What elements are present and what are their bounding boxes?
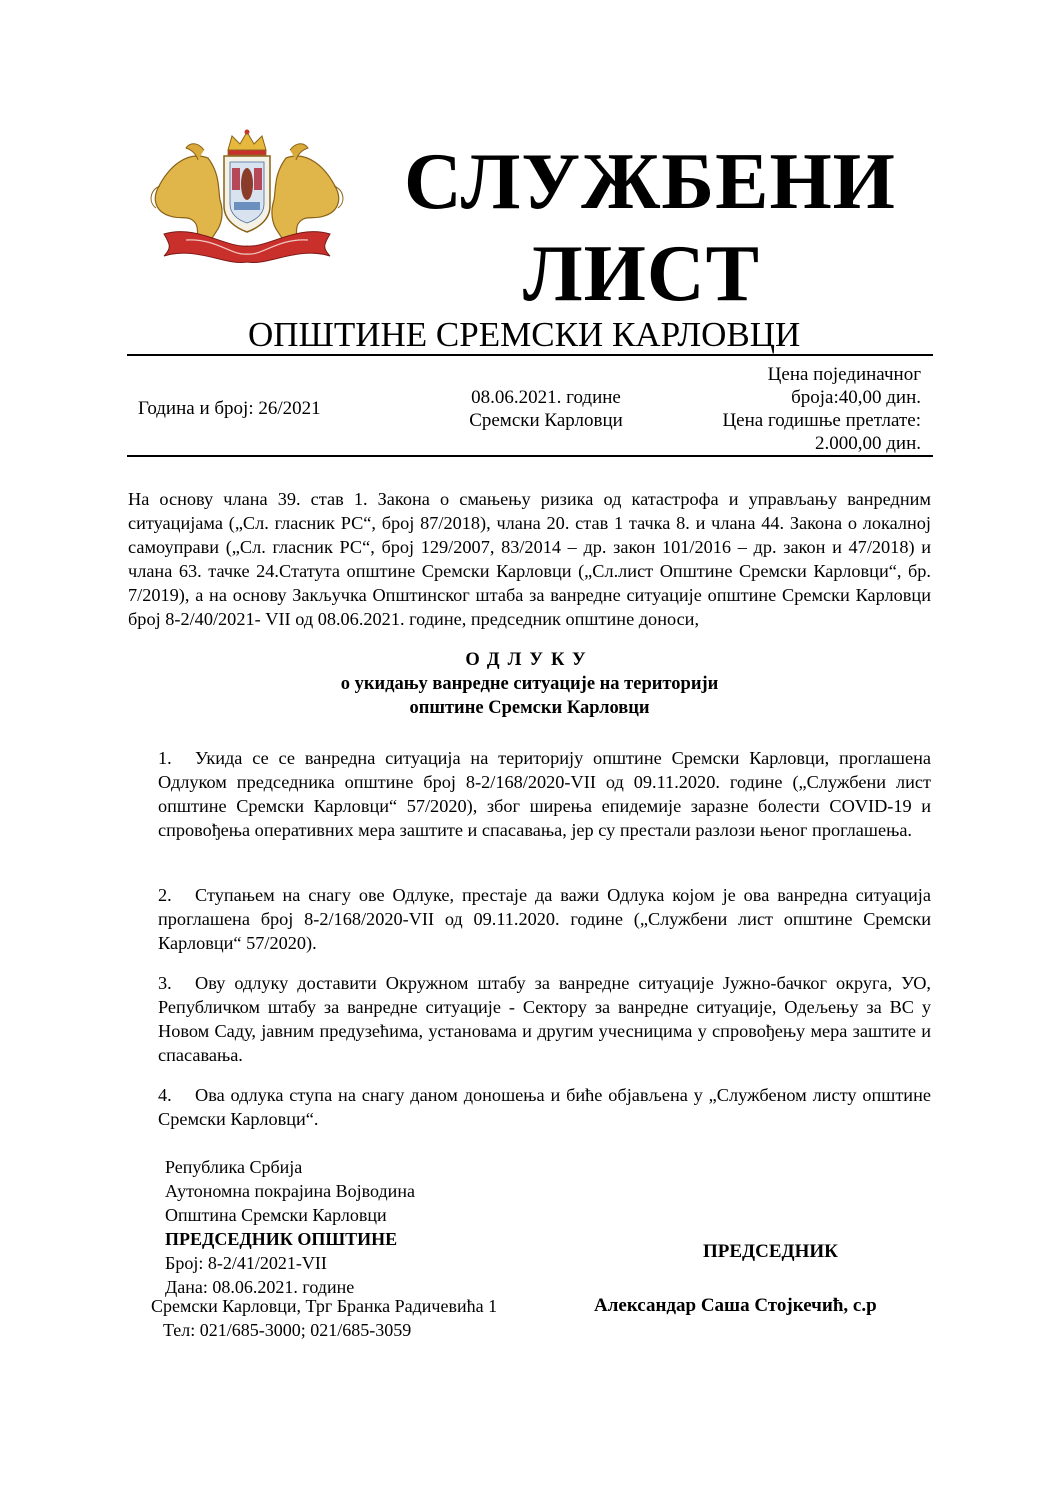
price-single-label: Цена појединачног — [767, 364, 921, 385]
masthead-subtitle: ОПШТИНЕ СРЕМСКИ КАРЛОВЦИ — [248, 315, 801, 354]
issuer-office: ПРЕДСЕДНИК ОПШТИНЕ — [165, 1229, 398, 1249]
preamble-paragraph: На основу члана 39. став 1. Закона о смањењу ризика од катастрофа и управљању ванредним ситуацијама („Сл. гласник РС“, број 87/2018), члана 20. став 1 тачка 8. и члана 44. Закона о локалној самоуправи („Сл. гласник РС“, број 129/2007, 83/2014 – др. закон 101/2016 – др. закон и 47/2018) и члана 63. тачке 24.Статута општине Сремски Карловци („Сл.лист Општине Сремски Карловци“, бр. 7/2019), а на основу Закључка Општинског штаба за ванредне ситуације општине Сремски Карловци број 8-2/40/2021- VII од 08.06.2021. године, председник општине доноси, — [128, 489, 931, 629]
price-block — [680, 363, 921, 455]
item-text: Ова одлука ступа на снагу даном доношења и биће објављена у „Службеном листу општине Сремски Карловци“. — [158, 1085, 931, 1129]
decision-item — [158, 746, 931, 842]
signature-issuer-block — [165, 1155, 415, 1299]
decision-heading — [128, 648, 931, 720]
item-text: Ступањем на снагу ове Одлуке, престаје да важи Одлука којом је ова ванредна ситуација проглашена број 8-2/168/2020-VII од 09.11.2020. године („Службени лист општине Сремски Карловци“ 57/2020). — [158, 885, 931, 953]
item-text: Укида се се ванредна ситуација на територију општине Сремски Карловци, проглашена Одлуком председника општине број 8-2/168/2020-VII од 09.11.2020. године („Службени лист општине Сремски Карловци“ 57/2020), због ширења епидемије заразне болести COVID-19 и спровођења оперативних мера заштите и спасавања, јер су престали разлози њеног проглашења. — [158, 748, 931, 840]
item-number: 4. — [158, 1085, 172, 1105]
president-name: Александар Саша Стојкечић, с.р — [594, 1295, 877, 1316]
item-number: 1. — [158, 748, 172, 768]
issuer-province: Аутономна покрајина Војводина — [165, 1181, 415, 1201]
issue-date: 08.06.2021. године — [471, 387, 621, 408]
decision-subtitle-line1: о укидању ванредне ситуације на територији — [340, 674, 719, 694]
masthead-title-line2: ЛИСТ — [523, 230, 760, 318]
president-title: ПРЕДСЕДНИК — [703, 1241, 838, 1262]
decision-item — [158, 883, 931, 955]
coat-of-arms-icon — [146, 128, 348, 268]
item-text: Ову одлуку доставити Окружном штабу за ванредне ситуације Јужно-бачког округа, УО, Републичком штабу за ванредне ситуације - Сектору за ванредне ситуације, Одељењу за ВС у Новом Саду, јавним предузећима, установама и другим учесницима у спровођењу мера заштите и спасавања. — [158, 973, 931, 1065]
issue-date-block — [453, 386, 639, 432]
decision-title: ОДЛУКУ — [465, 650, 594, 670]
item-number: 2. — [158, 885, 172, 905]
decision-item — [158, 1083, 931, 1131]
price-single-value: броја:40,00 дин. — [791, 387, 921, 408]
issuer-address: Сремски Карловци, Трг Бранка Радичевића 1 — [151, 1296, 498, 1316]
header-divider-top — [127, 354, 933, 356]
issuer-municipality: Општина Сремски Карловци — [165, 1205, 387, 1225]
decision-item — [158, 971, 931, 1067]
header-divider-bottom — [127, 455, 933, 457]
issuer-country: Република Србија — [165, 1157, 303, 1177]
document-number: Број: 8-2/41/2021-VII — [165, 1253, 327, 1273]
issuer-phone: Тел: 021/685-3000; 021/685-3059 — [163, 1320, 412, 1340]
price-annual-label: Цена годишње претлате: — [722, 410, 921, 431]
issue-number: Година и број: 26/2021 — [138, 398, 321, 419]
issue-place: Сремски Карловци — [469, 410, 623, 431]
document-date: Дана: 08.06.2021. године — [165, 1277, 355, 1297]
price-annual-value: 2.000,00 дин. — [814, 433, 921, 454]
decision-subtitle-line2: општине Сремски Карловци — [409, 698, 650, 718]
item-number: 3. — [158, 973, 172, 993]
masthead-title-line1: СЛУЖБЕНИ — [404, 138, 896, 226]
